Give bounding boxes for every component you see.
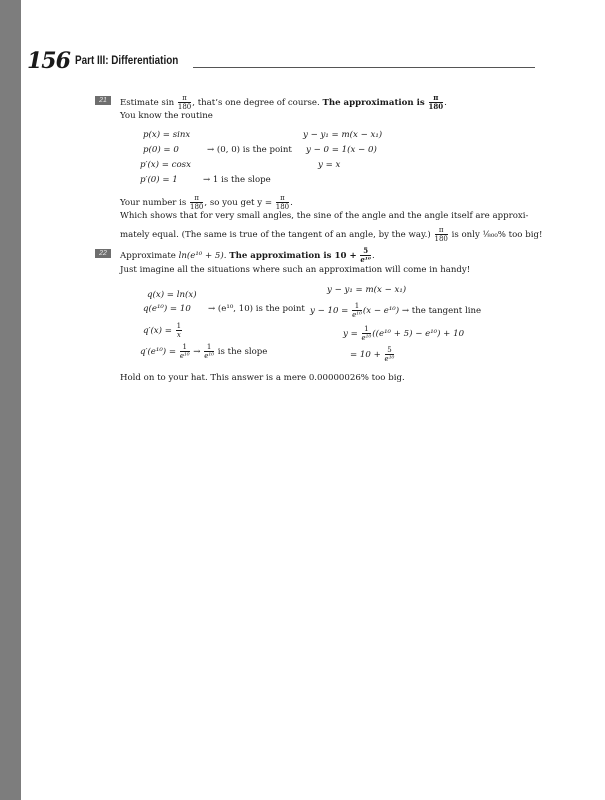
p22-left-2-note: → (e¹⁰, 10) is the point [208, 304, 305, 314]
p22-left-4: q′(e¹⁰) = $\frac{1}{\text{e¹⁰}}$ → $\frac{1}{\text{e¹⁰}}$ is the slope [140, 343, 268, 360]
p22-left-2: q(e¹⁰) = 10 [143, 304, 191, 314]
p22-right-1: y − y₁ = m(x − x₁) [327, 285, 407, 295]
p22-right-2: y − 10 = $\frac{1}{\text{e¹⁰}}$ (x − e¹⁰) → the tangent line [310, 302, 482, 319]
p22-left-3: q′(x) = $\frac{1}{x}$ [143, 322, 182, 339]
p21-right-3: y = x [318, 160, 341, 170]
problem-22-intro: Just imagine all the situations where such an approximation will come in handy! [120, 265, 471, 275]
problem-22-question: Approximate ln(e¹⁰ + 5). The approximation is 10 + $\frac{5}{\text{e¹⁰}}$ . [120, 246, 375, 264]
problem-22-closing: Hold on to your hat. This answer is a mere 0.00000026% too big. [120, 373, 405, 383]
p21-right-1: y − y₁ = m(x − x₁) [303, 130, 383, 140]
page-number: 156 [27, 48, 70, 74]
problem-21-intro: You know the routine [120, 111, 213, 121]
p22-left-1: q(x) = ln(x) [147, 290, 197, 300]
p21-left-2: p(0) = 0 [143, 145, 179, 155]
p21-left-4: p′(0) = 1 [140, 175, 178, 185]
p21-left-1: p(x) = sinx [143, 130, 191, 140]
p22-right-3: y = $\frac{1}{\text{e¹⁰}}$ ((e¹⁰ + 5) − e¹⁰) + 10 [343, 325, 465, 342]
problem-21-closing-1: Which shows that for very small angles, the sine of the angle and the angle itself are approxi- [120, 211, 529, 221]
problem-21-result: Your number is $\frac{\pi}{180}$ , so you get y = $\frac{\pi}{180}$ . [120, 194, 293, 211]
page-gutter [0, 0, 21, 800]
p22-right-4: = 10 + $\frac{5}{\text{e¹⁰}}$ [350, 346, 395, 363]
problem-21-question: Estimate sin $\frac{\pi}{180}$ , that’s one degree of course. The approximation is $\frac{\pi}{180}$ . [120, 93, 447, 111]
p21-right-2: y − 0 = 1(x − 0) [306, 145, 377, 155]
section-title: Part III: Differentiation [75, 55, 179, 67]
problem-21-closing-2: mately equal. (The same is true of the tangent of an angle, by the way.) $\frac{\pi}{180}$ is only ⅛₀₀% too big! [120, 226, 543, 243]
problem-badge: 21 [95, 96, 111, 105]
p21-left-4-note: → 1 is the slope [203, 175, 271, 185]
problem-badge: 22 [95, 249, 111, 258]
p21-left-3: p′(x) = cosx [140, 160, 191, 170]
p21-left-2-note: → (0, 0) is the point [207, 145, 292, 155]
header-rule [193, 67, 535, 68]
